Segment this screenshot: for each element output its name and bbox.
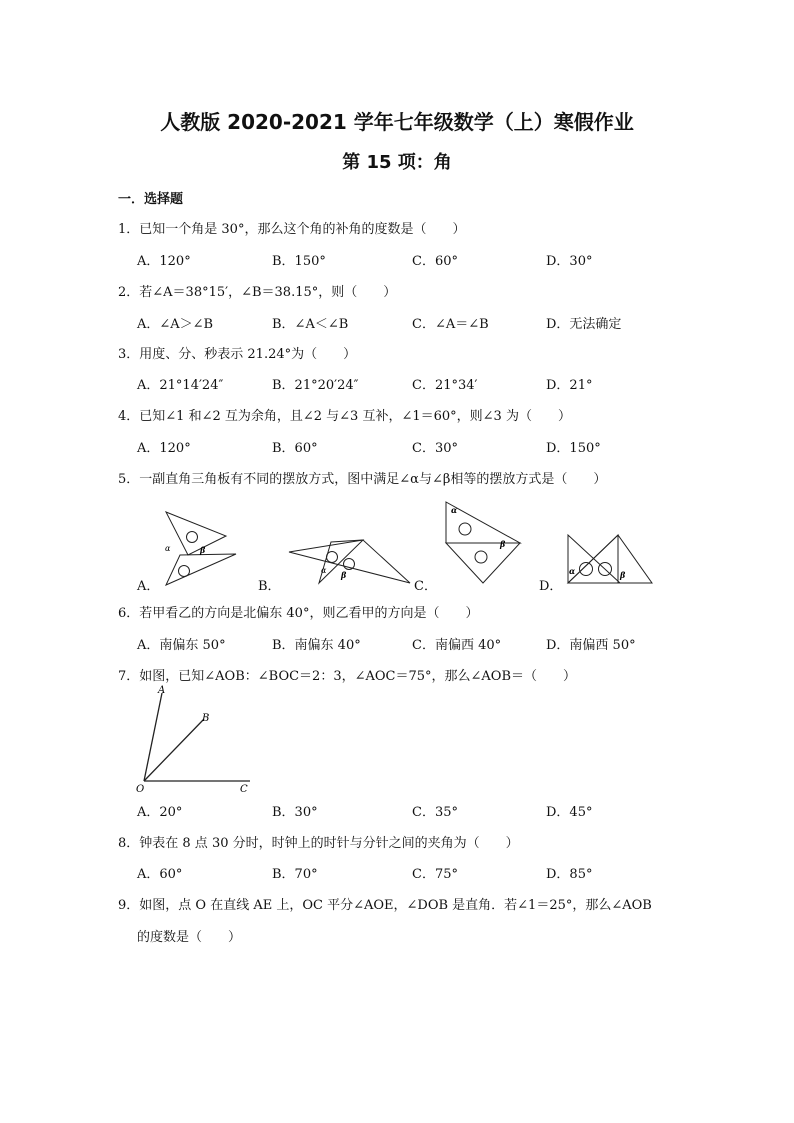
- question-1-option-a: A．120°: [137, 254, 191, 269]
- question-8-option-a: A．60°: [137, 867, 183, 882]
- question-5-stem: 5．一副直角三角板有不同的摆放方式，图中满足∠α与∠β相等的摆放方式是（ ）: [118, 472, 607, 487]
- question-4-stem: 4．已知∠1 和∠2 互为余角，且∠2 与∠3 互补，∠1＝60°，则∠3 为（ ）: [118, 409, 571, 424]
- question-7-option-c: C．35°: [412, 805, 458, 820]
- question-6-option-c: C．南偏西 40°: [412, 638, 502, 653]
- question-4-option-a: A．120°: [137, 441, 191, 456]
- point-o-label: O: [136, 784, 145, 795]
- point-b-label: B: [202, 713, 210, 724]
- question-1-stem: 1．已知一个角是 30°，那么这个角的补角的度数是（ ）: [118, 222, 466, 237]
- question-4-option-d: D．150°: [546, 441, 601, 456]
- alpha-label: α: [321, 566, 327, 575]
- section-heading: 一．选择题: [118, 192, 184, 207]
- question-3-stem: 3．用度、分、秒表示 21.24°为（ ）: [118, 347, 357, 362]
- question-4-option-b: B．60°: [272, 441, 318, 456]
- set-square-left: [289, 540, 410, 583]
- question-1-option-c: C．60°: [412, 254, 458, 269]
- alpha-label: α: [451, 505, 458, 515]
- question-5-option-b: B．: [258, 579, 281, 594]
- triangle-figure-b: [285, 532, 413, 586]
- question-2-option-d: D．无法确定: [546, 317, 622, 332]
- question-6-option-a: A．南偏东 50°: [137, 638, 226, 653]
- question-6-stem: 6．若甲看乙的方向是北偏东 40°，则乙看甲的方向是（ ）: [118, 606, 479, 621]
- question-8-option-c: C．75°: [412, 867, 458, 882]
- question-2-option-a: A．∠A＞∠B: [137, 317, 214, 332]
- set-square-hole-lower: [179, 566, 190, 577]
- question-7-option-a: A．20°: [137, 805, 183, 820]
- question-9-stem: 9．如图，点 O 在直线 AE 上，OC 平分∠AOE，∠DOB 是直角．若∠1＝25°，那么∠AOB: [118, 898, 652, 913]
- angle-figure-aob: [132, 685, 262, 795]
- set-square-hole-lower: [475, 551, 487, 563]
- beta-label: β: [620, 570, 626, 580]
- triangle-figure-c: [440, 496, 526, 588]
- question-7-option-b: B．30°: [272, 805, 318, 820]
- question-1-option-b: B．150°: [272, 254, 326, 269]
- set-square-hole-upper: [187, 532, 198, 543]
- question-2-option-c: C．∠A＝∠B: [412, 317, 489, 332]
- beta-label: β: [500, 539, 506, 549]
- page-subtitle: 第 15 项：角: [342, 152, 452, 173]
- question-5-option-d: D．: [539, 579, 563, 594]
- question-7-option-d: D．45°: [546, 805, 593, 820]
- question-2-stem: 2．若∠A＝38°15′，∠B＝38.15°，则（ ）: [118, 285, 397, 300]
- point-c-label: C: [240, 784, 248, 795]
- question-4-option-c: C．30°: [412, 441, 458, 456]
- triangle-figure-d: [564, 531, 656, 587]
- question-5-option-c: C．: [414, 579, 437, 594]
- point-a-label: A: [158, 685, 166, 696]
- page-title: 人教版 2020-2021 学年七年级数学（上）寒假作业: [160, 110, 634, 134]
- ray-ob: [144, 719, 204, 781]
- alpha-label: α: [569, 566, 576, 576]
- question-6-option-d: D．南偏西 50°: [546, 638, 636, 653]
- question-7-stem: 7．如图，已知∠AOB：∠BOC＝2：3，∠AOC＝75°，那么∠AOB＝（ ）: [118, 669, 577, 684]
- question-3-option-b: B．21°20′24″: [272, 378, 359, 393]
- set-square-hole-upper: [459, 523, 471, 535]
- alpha-label: α: [165, 544, 171, 553]
- ray-oa: [144, 693, 162, 781]
- question-8-stem: 8．钟表在 8 点 30 分时，时钟上的时针与分针之间的夹角为（ ）: [118, 836, 519, 851]
- question-3-option-c: C．21°34′: [412, 378, 478, 393]
- question-8-option-b: B．70°: [272, 867, 318, 882]
- question-3-option-a: A．21°14′24″: [137, 378, 224, 393]
- question-5-option-a: A．: [137, 579, 160, 594]
- beta-label: β: [341, 570, 347, 580]
- set-square-right-b: [568, 535, 652, 583]
- set-square-hole-left: [327, 552, 338, 563]
- triangle-figure-a: [160, 506, 242, 588]
- beta-label: β: [200, 545, 206, 555]
- question-9-stem-continued: 的度数是（ ）: [137, 930, 242, 945]
- question-8-option-d: D．85°: [546, 867, 593, 882]
- question-2-option-b: B．∠A＜∠B: [272, 317, 349, 332]
- question-1-option-d: D．30°: [546, 254, 593, 269]
- set-square-hole-left: [580, 563, 593, 576]
- question-3-option-d: D．21°: [546, 378, 593, 393]
- set-square-lower: [166, 554, 236, 585]
- question-6-option-b: B．南偏东 40°: [272, 638, 361, 653]
